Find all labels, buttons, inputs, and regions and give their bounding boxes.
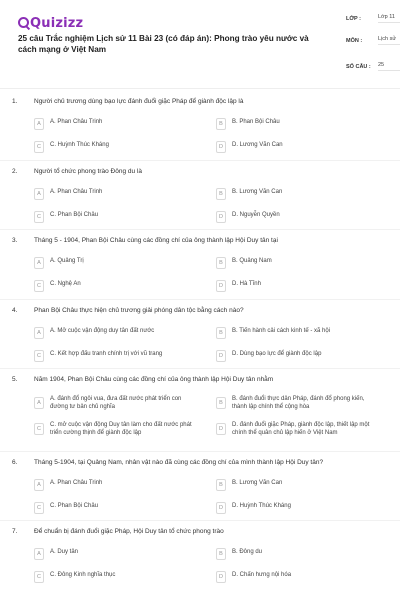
option-letter: C: [34, 141, 44, 153]
option-c[interactable]: [34, 421, 204, 435]
option-d[interactable]: [216, 421, 386, 435]
meta-label: SỐ CÂU :: [346, 64, 371, 70]
meta-row-subject: [346, 36, 400, 56]
meta-value: Lịch sử: [378, 36, 400, 45]
question-divider: [0, 368, 400, 369]
option-a[interactable]: [34, 188, 204, 202]
header-divider: [0, 88, 400, 89]
option-letter: C: [34, 280, 44, 292]
option-letter: B: [216, 257, 226, 269]
option-letter: D: [216, 423, 226, 435]
option-c[interactable]: [34, 350, 204, 364]
option-letter: D: [216, 571, 226, 583]
option-b[interactable]: [216, 548, 386, 562]
option-letter: A: [34, 327, 44, 339]
option-text: B. Phan Bội Châu: [232, 119, 280, 125]
question-number: 7.: [12, 528, 18, 535]
option-text: B. Lương Văn Can: [232, 480, 283, 486]
question-number: 6.: [12, 459, 18, 466]
option-text: D. đánh đuổi giặc Pháp, giành độc lập, thiết lập một chính thể quân chủ lập hiến ở Việt Nam: [232, 422, 370, 436]
option-text: A. Phan Châu Trinh: [50, 480, 103, 486]
option-text: C. Phan Bội Châu: [50, 212, 99, 218]
option-c[interactable]: [34, 141, 204, 155]
option-text: A. Phan Châu Trinh: [50, 189, 103, 195]
option-letter: A: [34, 257, 44, 269]
option-text: C. Phan Bội Châu: [50, 503, 99, 509]
question-divider: [0, 520, 400, 521]
option-b[interactable]: [216, 188, 386, 202]
option-c[interactable]: [34, 211, 204, 225]
option-d[interactable]: [216, 280, 386, 294]
option-text: A. Quảng Trị: [50, 258, 84, 264]
option-text: A. Duy tân: [50, 549, 79, 555]
option-text: C. Đông Kinh nghĩa thục: [50, 572, 116, 578]
option-text: A. đánh đổ ngôi vua, đưa đất nước phát triển con đường tư bản chủ nghĩa: [50, 396, 182, 410]
option-text: B. Đông du: [232, 549, 263, 555]
option-text: B. Quảng Nam: [232, 258, 272, 264]
question-number: 2.: [12, 168, 18, 175]
option-b[interactable]: [216, 118, 386, 132]
option-b[interactable]: [216, 479, 386, 493]
option-d[interactable]: [216, 350, 386, 364]
brand-logo[interactable]: [18, 16, 83, 31]
option-text: D. Chấn hưng nội hóa: [232, 572, 292, 578]
option-text: C. Kết hợp đấu tranh chính trị với vũ trang: [50, 351, 163, 357]
option-d[interactable]: [216, 502, 386, 516]
meta-value: 25: [378, 62, 400, 71]
option-d[interactable]: [216, 211, 386, 225]
option-letter: C: [34, 211, 44, 223]
meta-value: Lớp 11: [378, 14, 400, 23]
worksheet-header: [12, 10, 397, 82]
question-text: Tháng 5-1904, tại Quảng Nam, nhân vật nào đã cùng các đồng chí của mình thành lập Hội Duy tân?: [34, 459, 324, 466]
question-text: Người tổ chức phong trào Đông du là: [34, 168, 142, 175]
meta-row-count: [346, 62, 400, 82]
option-a[interactable]: [34, 395, 204, 409]
option-letter: C: [34, 423, 44, 435]
question-number: 4.: [12, 307, 18, 314]
option-letter: B: [216, 118, 226, 130]
question-text: Người chủ trương dùng bạo lực đánh đuổi giặc Pháp để giành độc lập là: [34, 98, 244, 105]
option-letter: A: [34, 479, 44, 491]
question-number: 3.: [12, 237, 18, 244]
option-letter: C: [34, 502, 44, 514]
logo-q-icon: [18, 17, 29, 28]
option-text: A. Phan Châu Trinh: [50, 119, 103, 125]
option-b[interactable]: [216, 257, 386, 271]
option-c[interactable]: [34, 502, 204, 516]
option-text: D. Lương Văn Can: [232, 142, 283, 148]
question-divider: [0, 229, 400, 230]
option-text: C. Nghệ An: [50, 281, 81, 287]
option-c[interactable]: [34, 571, 204, 585]
option-text: D. Dùng bạo lực để giành độc lập: [232, 351, 322, 357]
option-letter: C: [34, 571, 44, 583]
option-c[interactable]: [34, 280, 204, 294]
brand-name: Quizizz: [30, 16, 84, 31]
option-letter: B: [216, 188, 226, 200]
option-text: A. Mở cuộc vận động duy tân đất nước: [50, 328, 155, 334]
option-a[interactable]: [34, 479, 204, 493]
option-text: B. đánh đuổi thực dân Pháp, đánh đổ phong kiến, thành lập chính thể cộng hòa: [232, 396, 365, 410]
option-letter: D: [216, 211, 226, 223]
worksheet-meta: [346, 14, 400, 82]
option-text: B. Lương Văn Can: [232, 189, 283, 195]
option-text: D. Nguyễn Quyền: [232, 212, 280, 218]
option-letter: B: [216, 327, 226, 339]
question-text: Phan Bội Châu thực hiện chủ trương giải phóng dân tộc bằng cách nào?: [34, 307, 244, 314]
meta-row-class: [346, 14, 400, 34]
option-letter: B: [216, 479, 226, 491]
option-text: C. mở cuộc vận động Duy tân làm cho đất nước phát triển cường thịnh để giành độc lập: [50, 422, 192, 436]
option-text: D. Huỳnh Thúc Kháng: [232, 503, 291, 509]
worksheet-title: 25 câu Trắc nghiệm Lịch sử 11 Bài 23 (có đáp án): Phong trào yêu nước và cách mạng ở Việt Nam: [18, 34, 309, 54]
option-text: C. Huỳnh Thúc Kháng: [50, 142, 109, 148]
question-number: 1.: [12, 98, 18, 105]
meta-label: MÔN :: [346, 38, 363, 44]
option-letter: A: [34, 397, 44, 409]
option-d[interactable]: [216, 141, 386, 155]
option-letter: D: [216, 141, 226, 153]
option-b[interactable]: [216, 327, 386, 341]
option-letter: C: [34, 350, 44, 362]
option-a[interactable]: [34, 118, 204, 132]
question-divider: [0, 299, 400, 300]
option-letter: B: [216, 397, 226, 409]
meta-label: LỚP :: [346, 16, 361, 22]
option-letter: A: [34, 188, 44, 200]
question-divider: [0, 160, 400, 161]
option-d[interactable]: [216, 571, 386, 585]
option-text: D. Hà Tĩnh: [232, 281, 261, 287]
option-b[interactable]: [216, 395, 386, 409]
question-text: Để chuẩn bị đánh đuổi giặc Pháp, Hội Duy tân tổ chức phong trào: [34, 528, 224, 535]
option-a[interactable]: [34, 327, 204, 341]
option-letter: D: [216, 502, 226, 514]
option-letter: D: [216, 280, 226, 292]
option-a[interactable]: [34, 257, 204, 271]
option-letter: D: [216, 350, 226, 362]
question-number: 5.: [12, 376, 18, 383]
option-letter: B: [216, 548, 226, 560]
question-divider: [0, 451, 400, 452]
question-text: Tháng 5 - 1904, Phan Bội Châu cùng các đồng chí của ông thành lập Hội Duy tân tại: [34, 237, 278, 244]
question-text: Năm 1904, Phan Bội Châu cùng các đồng chí của ông thành lập Hội Duy tân nhằm: [34, 376, 274, 383]
option-text: B. Tiến hành cải cách kinh tế - xã hội: [232, 328, 331, 334]
option-a[interactable]: [34, 548, 204, 562]
option-letter: A: [34, 118, 44, 130]
option-letter: A: [34, 548, 44, 560]
